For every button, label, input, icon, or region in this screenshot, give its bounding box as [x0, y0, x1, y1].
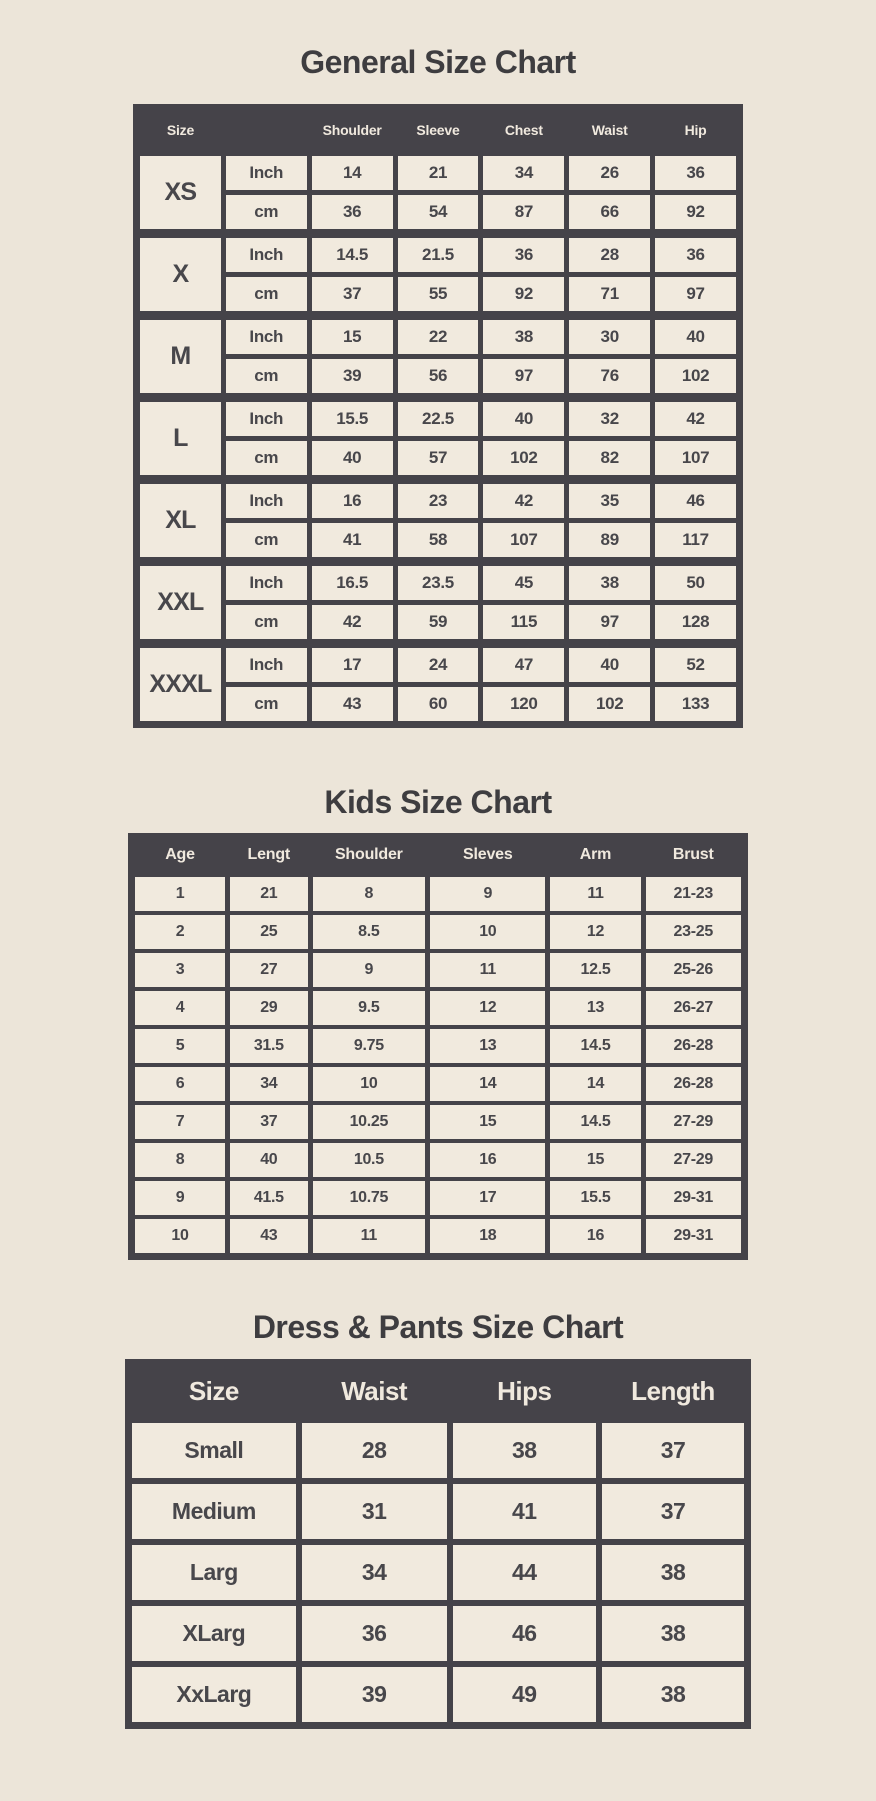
measurement-cell: 12.5	[550, 953, 640, 987]
measurement-cell: 31	[302, 1484, 447, 1539]
measurement-cell: 26-27	[646, 991, 741, 1025]
measurement-cell: 43	[230, 1219, 307, 1253]
measurement-cell: 41	[312, 523, 393, 557]
kids-table-row	[135, 1029, 741, 1063]
measurement-cell: 38	[602, 1545, 744, 1600]
kids-table-row	[135, 877, 741, 911]
measurement-cell: 27	[230, 953, 307, 987]
kids-column-header: Age	[165, 846, 195, 863]
dress-chart-title: Dress & Pants Size Chart	[252, 1309, 624, 1345]
unit-label: Inch	[226, 484, 307, 518]
measurement-cell: 133	[655, 687, 736, 721]
measurement-cell: 35	[569, 484, 650, 518]
dress-column-header: Length	[631, 1375, 715, 1406]
dress-table-row	[132, 1606, 744, 1661]
measurement-cell: 9	[135, 1181, 225, 1215]
measurement-cell: 40	[312, 441, 393, 475]
kids-table-row	[135, 1067, 741, 1101]
measurement-cell: 9	[313, 953, 426, 987]
general-column-header: Size	[166, 122, 195, 138]
general-table-body	[140, 156, 736, 721]
measurement-cell: 28	[569, 238, 650, 272]
kids-size-table	[128, 833, 748, 1260]
size-label: XXXL	[140, 648, 221, 721]
measurement-cell: 10	[430, 915, 545, 949]
measurement-cell: 42	[312, 605, 393, 639]
measurement-cell: 41	[453, 1484, 596, 1539]
measurement-cell: 21	[398, 156, 479, 190]
measurement-cell: 5	[135, 1029, 225, 1063]
measurement-cell: 56	[398, 359, 479, 393]
general-chart-title: General Size Chart	[300, 44, 576, 80]
measurement-cell: 39	[312, 359, 393, 393]
kids-table-row	[135, 1143, 741, 1177]
measurement-cell: 40	[655, 320, 736, 354]
general-size-group	[140, 648, 736, 721]
measurement-cell: 10.25	[313, 1105, 426, 1139]
measurement-cell: 12	[430, 991, 545, 1025]
measurement-cell: 15	[550, 1143, 640, 1177]
measurement-cell: 36	[655, 156, 736, 190]
measurement-cell: 6	[135, 1067, 225, 1101]
unit-label: Inch	[226, 156, 307, 190]
general-size-group	[140, 402, 736, 475]
measurement-cell: 2	[135, 915, 225, 949]
general-size-group	[140, 156, 736, 229]
measurement-cell: 107	[655, 441, 736, 475]
measurement-cell: 60	[398, 687, 479, 721]
measurement-cell: 28	[302, 1423, 447, 1478]
measurement-cell: 54	[398, 195, 479, 229]
dress-table-row	[132, 1423, 744, 1478]
measurement-cell: 21-23	[646, 877, 741, 911]
measurement-cell: 23-25	[646, 915, 741, 949]
measurement-cell: 52	[655, 648, 736, 682]
measurement-cell: 89	[569, 523, 650, 557]
measurement-cell: 15.5	[550, 1181, 640, 1215]
measurement-cell: 50	[655, 566, 736, 600]
measurement-cell: 15.5	[312, 402, 393, 436]
measurement-cell: 44	[453, 1545, 596, 1600]
size-label: XxLarg	[132, 1667, 296, 1722]
measurement-cell: 46	[655, 484, 736, 518]
measurement-cell: 23.5	[398, 566, 479, 600]
kids-column-header: Lengt	[247, 846, 291, 863]
size-label: XXL	[140, 566, 221, 639]
measurement-cell: 3	[135, 953, 225, 987]
measurement-cell: 87	[483, 195, 564, 229]
kids-table-row	[135, 953, 741, 987]
measurement-cell: 8	[313, 877, 426, 911]
measurement-cell: 26-28	[646, 1029, 741, 1063]
measurement-cell: 66	[569, 195, 650, 229]
measurement-cell: 9.5	[313, 991, 426, 1025]
measurement-cell: 10.75	[313, 1181, 426, 1215]
measurement-cell: 38	[453, 1423, 596, 1478]
measurement-cell: 40	[230, 1143, 307, 1177]
measurement-cell: 9	[430, 877, 545, 911]
measurement-cell: 29	[230, 991, 307, 1025]
measurement-cell: 17	[430, 1181, 545, 1215]
measurement-cell: 34	[483, 156, 564, 190]
dress-size-table	[125, 1359, 751, 1729]
measurement-cell: 16	[550, 1219, 640, 1253]
measurement-cell: 29-31	[646, 1219, 741, 1253]
measurement-cell: 39	[302, 1667, 447, 1722]
unit-label: cm	[226, 441, 307, 475]
unit-label: Inch	[226, 402, 307, 436]
kids-table-row	[135, 915, 741, 949]
measurement-cell: 37	[230, 1105, 307, 1139]
measurement-cell: 21	[230, 877, 307, 911]
measurement-cell: 10.5	[313, 1143, 426, 1177]
size-label: L	[140, 402, 221, 475]
measurement-cell: 55	[398, 277, 479, 311]
measurement-cell: 34	[302, 1545, 447, 1600]
measurement-cell: 49	[453, 1667, 596, 1722]
measurement-cell: 115	[483, 605, 564, 639]
measurement-cell: 26-28	[646, 1067, 741, 1101]
general-size-group	[140, 566, 736, 639]
measurement-cell: 47	[483, 648, 564, 682]
general-size-table	[133, 104, 743, 728]
measurement-cell: 107	[483, 523, 564, 557]
measurement-cell: 30	[569, 320, 650, 354]
measurement-cell: 36	[655, 238, 736, 272]
measurement-cell: 25-26	[646, 953, 741, 987]
measurement-cell: 13	[550, 991, 640, 1025]
unit-label: cm	[226, 195, 307, 229]
measurement-cell: 38	[483, 320, 564, 354]
general-column-header: Chest	[504, 122, 543, 138]
measurement-cell: 23	[398, 484, 479, 518]
measurement-cell: 11	[430, 953, 545, 987]
measurement-cell: 11	[313, 1219, 426, 1253]
unit-label: Inch	[226, 648, 307, 682]
measurement-cell: 16	[312, 484, 393, 518]
dress-table-row	[132, 1545, 744, 1600]
measurement-cell: 11	[550, 877, 640, 911]
measurement-cell: 27-29	[646, 1143, 741, 1177]
size-label: X	[140, 238, 221, 311]
measurement-cell: 40	[483, 402, 564, 436]
kids-table-row	[135, 1219, 741, 1253]
general-table-header-row	[140, 104, 736, 156]
measurement-cell: 22	[398, 320, 479, 354]
measurement-cell: 102	[655, 359, 736, 393]
general-column-header: Shoulder	[322, 122, 382, 138]
size-label: Medium	[132, 1484, 296, 1539]
measurement-cell: 32	[569, 402, 650, 436]
measurement-cell: 26	[569, 156, 650, 190]
measurement-cell: 57	[398, 441, 479, 475]
measurement-cell: 9.75	[313, 1029, 426, 1063]
dress-table-body	[132, 1423, 744, 1722]
measurement-cell: 92	[483, 277, 564, 311]
measurement-cell: 38	[602, 1667, 744, 1722]
measurement-cell: 38	[569, 566, 650, 600]
measurement-cell: 37	[602, 1484, 744, 1539]
unit-label: cm	[226, 359, 307, 393]
unit-label: cm	[226, 523, 307, 557]
size-label: XLarg	[132, 1606, 296, 1661]
general-size-group	[140, 484, 736, 557]
size-label: M	[140, 320, 221, 393]
measurement-cell: 43	[312, 687, 393, 721]
size-label: XL	[140, 484, 221, 557]
measurement-cell: 76	[569, 359, 650, 393]
measurement-cell: 7	[135, 1105, 225, 1139]
measurement-cell: 14	[550, 1067, 640, 1101]
measurement-cell: 27-29	[646, 1105, 741, 1139]
unit-label: Inch	[226, 320, 307, 354]
measurement-cell: 92	[655, 195, 736, 229]
general-column-header: Sleeve	[416, 122, 460, 138]
kids-table-header-row	[135, 833, 741, 877]
measurement-cell: 37	[312, 277, 393, 311]
general-column-header: Hip	[684, 122, 707, 138]
measurement-cell: 38	[602, 1606, 744, 1661]
measurement-cell: 17	[312, 648, 393, 682]
kids-column-header: Brust	[672, 846, 714, 863]
measurement-cell: 97	[483, 359, 564, 393]
general-column-header: Waist	[591, 122, 628, 138]
measurement-cell: 37	[602, 1423, 744, 1478]
unit-label: cm	[226, 277, 307, 311]
kids-table-row	[135, 991, 741, 1025]
measurement-cell: 31.5	[230, 1029, 307, 1063]
measurement-cell: 120	[483, 687, 564, 721]
measurement-cell: 10	[135, 1219, 225, 1253]
measurement-cell: 14.5	[550, 1029, 640, 1063]
dress-column-header: Size	[188, 1375, 239, 1406]
measurement-cell: 117	[655, 523, 736, 557]
measurement-cell: 15	[312, 320, 393, 354]
measurement-cell: 45	[483, 566, 564, 600]
measurement-cell: 18	[430, 1219, 545, 1253]
general-size-group	[140, 320, 736, 393]
dress-column-header: Waist	[341, 1375, 408, 1406]
measurement-cell: 21.5	[398, 238, 479, 272]
unit-label: cm	[226, 687, 307, 721]
measurement-cell: 97	[655, 277, 736, 311]
dress-table-header-row	[132, 1359, 744, 1423]
measurement-cell: 40	[569, 648, 650, 682]
measurement-cell: 10	[313, 1067, 426, 1101]
measurement-cell: 13	[430, 1029, 545, 1063]
measurement-cell: 97	[569, 605, 650, 639]
kids-chart-title: Kids Size Chart	[324, 784, 552, 820]
measurement-cell: 36	[483, 238, 564, 272]
general-size-group	[140, 238, 736, 311]
measurement-cell: 59	[398, 605, 479, 639]
measurement-cell: 42	[483, 484, 564, 518]
kids-table-row	[135, 1105, 741, 1139]
measurement-cell: 14.5	[550, 1105, 640, 1139]
measurement-cell: 58	[398, 523, 479, 557]
measurement-cell: 14	[430, 1067, 545, 1101]
measurement-cell: 14	[312, 156, 393, 190]
measurement-cell: 46	[453, 1606, 596, 1661]
kids-column-header: Shoulder	[334, 846, 403, 863]
kids-column-header: Arm	[579, 846, 612, 863]
measurement-cell: 4	[135, 991, 225, 1025]
measurement-cell: 24	[398, 648, 479, 682]
unit-label: cm	[226, 605, 307, 639]
size-label: Small	[132, 1423, 296, 1478]
kids-column-header: Sleves	[463, 846, 513, 863]
size-label: Larg	[132, 1545, 296, 1600]
dress-table-row	[132, 1484, 744, 1539]
size-label: XS	[140, 156, 221, 229]
measurement-cell: 8.5	[313, 915, 426, 949]
measurement-cell: 102	[483, 441, 564, 475]
measurement-cell: 16	[430, 1143, 545, 1177]
unit-label: Inch	[226, 238, 307, 272]
measurement-cell: 16.5	[312, 566, 393, 600]
measurement-cell: 8	[135, 1143, 225, 1177]
measurement-cell: 14.5	[312, 238, 393, 272]
measurement-cell: 128	[655, 605, 736, 639]
measurement-cell: 82	[569, 441, 650, 475]
measurement-cell: 25	[230, 915, 307, 949]
dress-table-row	[132, 1667, 744, 1722]
measurement-cell: 15	[430, 1105, 545, 1139]
measurement-cell: 36	[302, 1606, 447, 1661]
dress-column-header: Hips	[497, 1375, 552, 1406]
measurement-cell: 71	[569, 277, 650, 311]
kids-table-row	[135, 1181, 741, 1215]
measurement-cell: 41.5	[230, 1181, 307, 1215]
measurement-cell: 102	[569, 687, 650, 721]
measurement-cell: 1	[135, 877, 225, 911]
measurement-cell: 36	[312, 195, 393, 229]
measurement-cell: 34	[230, 1067, 307, 1101]
unit-label: Inch	[226, 566, 307, 600]
measurement-cell: 22.5	[398, 402, 479, 436]
measurement-cell: 29-31	[646, 1181, 741, 1215]
measurement-cell: 12	[550, 915, 640, 949]
kids-table-body	[135, 877, 741, 1253]
measurement-cell: 42	[655, 402, 736, 436]
